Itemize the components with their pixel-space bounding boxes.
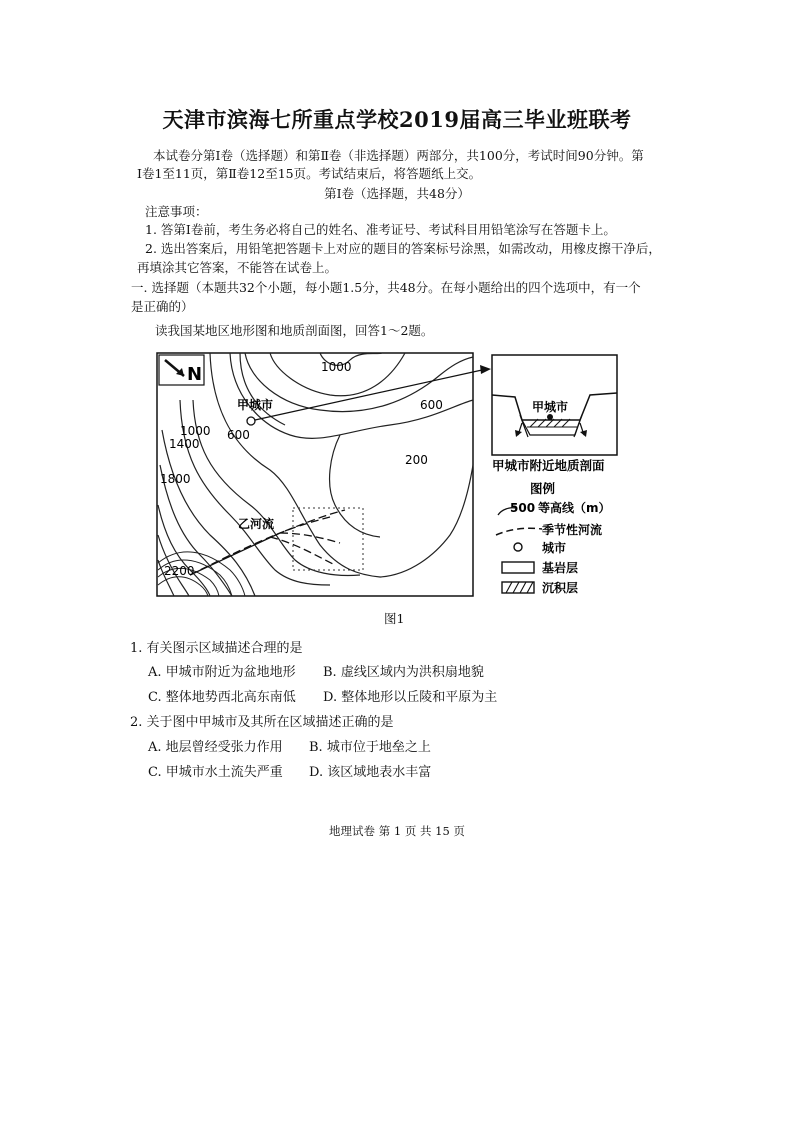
question-2-option-d: D. 该区域地表水丰富 [309, 765, 432, 780]
legend-river-icon [496, 528, 542, 535]
profile-city-label: 甲城市 [532, 400, 569, 414]
question-1-option-b: B. 虚线区域内为洪积扇地貌 [323, 665, 484, 680]
exam-title: 天津市滨海七所重点学校2019届高三毕业班联考 [162, 107, 632, 132]
contour-label: 1800 [160, 472, 191, 486]
reading-prompt: 读我国某地区地形图和地质剖面图，回答1～2题。 [155, 323, 434, 338]
intro-line-1: 本试卷分第Ⅰ卷（选择题）和第Ⅱ卷（非选择题）两部分，共100分，考试时间90分钟。第 [153, 148, 644, 163]
topographic-figure [150, 345, 620, 605]
fault-arrow-right-icon [580, 430, 587, 437]
profile-city-icon [547, 414, 553, 420]
contour-label: 200 [405, 453, 428, 467]
question-2-option-c: C. 甲城市水土流失严重 [148, 765, 283, 780]
legend-river-text: 季节性河流 [542, 523, 603, 537]
arrow-head-icon [480, 365, 491, 374]
part-one-line-1: 一. 选择题（本题共32个小题，每小题1.5分，共48分。在每小题给出的四个选项中，有一个 [131, 280, 641, 295]
contour-label: 1000 [180, 424, 211, 438]
part-one-line-2: 是正确的） [131, 299, 194, 314]
river-main-segment [190, 533, 280, 575]
legend-contour-text: 等高线（m） [538, 501, 611, 515]
notice-item-1: 1. 答第Ⅰ卷前，考生务必将自己的姓名、准考证号、考试科目用铅笔涂写在答题卡上。 [145, 222, 616, 237]
contour-lines [158, 353, 473, 596]
question-2-option-b: B. 城市位于地垒之上 [309, 740, 431, 755]
river-label: 乙河流 [238, 517, 275, 531]
legend-city-icon [514, 543, 522, 551]
question-1-option-c: C. 整体地势西北高东南低 [148, 690, 296, 705]
intro-line-2: Ⅰ卷1至11页，第Ⅱ卷12至15页。考试结束后，将答题纸上交。 [137, 166, 482, 181]
question-2-option-a: A. 地层曾经受张力作用 [148, 740, 283, 755]
legend-bedrock-text: 基岩层 [542, 561, 579, 575]
question-2-stem: 2. 关于图中甲城市及其所在区域描述正确的是 [130, 715, 394, 730]
legend-title: 图例 [530, 481, 556, 496]
legend-sediment-text: 沉积层 [542, 581, 579, 595]
question-1-option-d: D. 整体地形以丘陵和平原为主 [323, 690, 498, 705]
city-label: 甲城市 [237, 398, 274, 412]
figure-caption: 图1 [384, 611, 405, 626]
contour-label: 2200 [164, 564, 195, 578]
profile-caption: 甲城市附近地质剖面 [492, 458, 605, 473]
contour-label: 1400 [169, 437, 200, 451]
city-marker-icon [247, 417, 255, 425]
question-1-stem: 1. 有关图示区域描述合理的是 [130, 641, 303, 656]
legend-bedrock-icon [502, 562, 534, 573]
page-footer: 地理试卷 第 1 页 共 15 页 [329, 824, 465, 838]
legend-contour-value: 500 [510, 501, 536, 515]
notice-heading: 注意事项： [145, 204, 208, 219]
notice-item-2-line-2: 再填涂其它答案，不能答在试卷上。 [137, 260, 338, 275]
section-title: 第Ⅰ卷（选择题，共48分） [324, 186, 470, 201]
notice-item-2-line-1: 2. 选出答案后，用铅笔把答题卡上对应的题目的答案标号涂黑，如需改动，用橡皮擦干净后， [145, 241, 661, 256]
contour-label: 1000 [321, 360, 352, 374]
contour-label: 600 [420, 398, 443, 412]
fault-arrow-left-icon [515, 430, 522, 437]
north-label: N [187, 364, 203, 385]
legend-city-text: 城市 [542, 541, 567, 555]
contour-label: 600 [227, 428, 250, 442]
question-1-option-a: A. 甲城市附近为盆地地形 [148, 665, 296, 680]
